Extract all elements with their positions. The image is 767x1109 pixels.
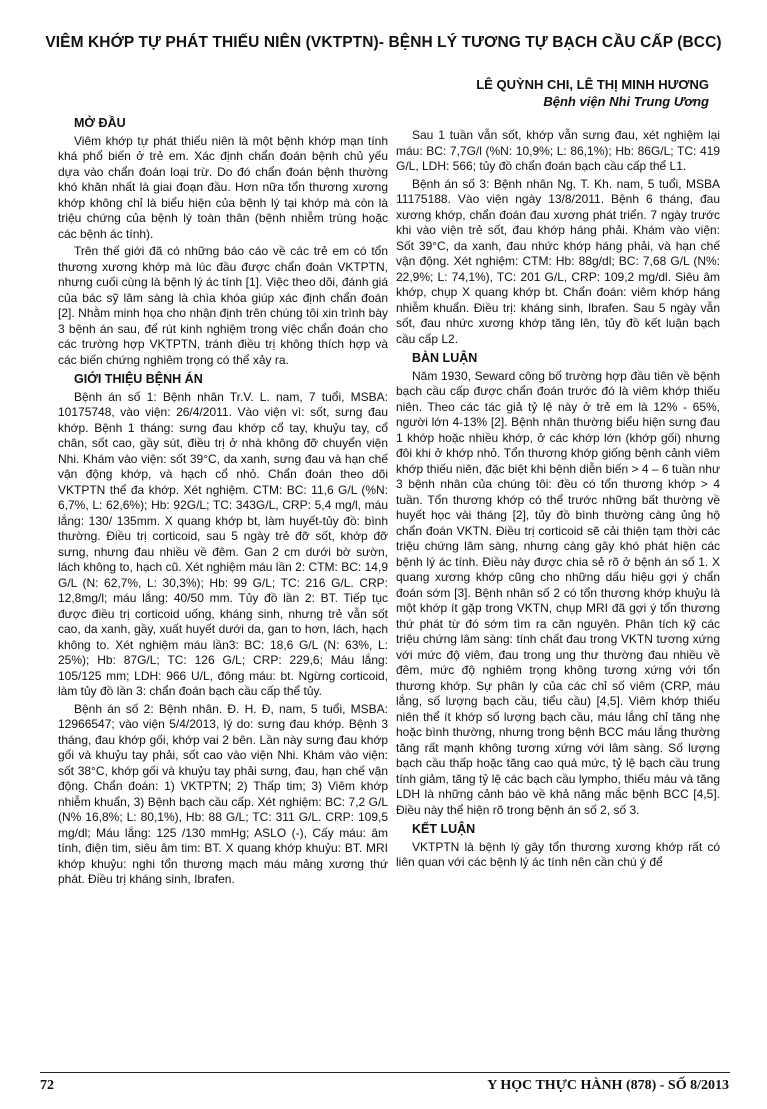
section-heading-conclusion: KẾT LUẬN [412, 822, 476, 836]
paragraph-conclusion: VKTPTN là bệnh lý gây tổn thương xương khớp rất có liên quan với các bệnh lý ác tính nên cần chú ý để [396, 839, 720, 869]
left-column [58, 112, 388, 890]
footer-divider [40, 1072, 730, 1073]
section-heading-intro: MỞ ĐẦU [74, 116, 126, 130]
section-heading-cases: GIỚI THIỆU BỆNH ÁN [74, 372, 203, 386]
page-number: 72 [40, 1078, 54, 1093]
paragraph: Sau 1 tuần vẫn sốt, khớp vẫn sưng đau, xét nghiệm lại máu: BC: 7,7G/l (%N: 10,9%; L: 86,1%); Hb: 86G/L; TC: 419 G/L, LDH: 566; tủy đồ chẩn đoán bạch cầu cấp thể L1. [396, 128, 720, 173]
paragraph-case-3: Bệnh án số 3: Bệnh nhân Ng. T. Kh. nam, 5 tuổi, MSBA 11175188. Vào viện ngày 13/8/2011. Bệnh 6 tháng, đau xương khớp, chẩn đoán đau xương phát triển. 7 ngày trước khi vào viện trẻ sốt, đau khớp háng phải. Khám vào viện: Sốt 39°C, da xanh, đau nhức khớp háng phải, và hạn chế vận động. Xét nghiệm: CTM: Hb: 88g/dl; BC: 7,68 G/L (N%: 22,9%; L: 74,1%), TC: 201 G/L, CRP: 109,2 mg/dl. Siêu âm khớp, chụp X quang khớp bt. Chẩn đoán: viêm khớp háng nhiễm khuẩn. Điều trị: kháng sinh, Ibrafen. Sau 5 ngày vẫn sốt, đau nhức xương khớp tăng lên, tủy đồ kết luận bạch cầu cấp L2. [396, 176, 720, 346]
section-heading-discussion: BÀN LUẬN [412, 351, 478, 365]
author-block [476, 76, 709, 110]
article-title: VIÊM KHỚP TỰ PHÁT THIẾU NIÊN (VKTPTN)- BỆNH LÝ TƯƠNG TỰ BẠCH CẦU CẤP (BCC) [45, 34, 722, 51]
paragraph-case-2: Bệnh án số 2: Bệnh nhân. Đ. H. Đ, nam, 5 tuổi, MSBA: 12966547; vào viện 5/4/2013, lý do: sưng đau khớp. Bệnh 3 tháng, đau khớp gối, khớp vai 2 bên. Lần này sưng đau khớp gối và khuỷu tay phải, sốt cao vào viện Nhi. Khám vào viện: sốt 38°C, khớp gối và khuỷu tay phải sưng, đau, hạn chế vận động. Chẩn đoán: 1) VKTPTN; 2) Thấp tim; 3) Viêm khớp nhiễm khuẩn, 3) Bệnh bạch cầu cấp. Xét nghiệm: BC: 7,2 G/L (N% 16,8%; L: 80,1%), Hb: 88 G/L; TC: 311 G/L. CRP: 109,5 mg/dl; Máu lắng: 125 /130 mmHg; ASLO (-), Cấy máu: âm tính, điện tim, siêu âm tim: BT. X quang khớp khuỷu: BT. MRI khớp khuỷu: nghi tổn thương mạch máu mảng xương thứ phát. Điều trị kháng sinh, Ibrafen. [58, 701, 388, 886]
paragraph-discussion: Năm 1930, Seward công bố trường hợp đầu tiên về bệnh bạch cầu cấp được chẩn đoán trước đó là viêm khớp thiếu niên. Theo các tác giả tỷ lệ này ở trẻ em là 12% - 65%, người lớn 4-13% [2]. Bệnh nhân thường biểu hiện sưng đau 1 khớp hoặc nhiều khớp, ở các khớp lớn (khớp gối) nhưng đôi khi ở khớp nhỏ. Tổn thương khớp giống bệnh cảnh viêm khớp thiếu niên, đặc biệt khi bệnh diễn biến > 4 – 6 tuần như 3 bệnh nhân của chúng tôi: đều có tổn thương khớp > 4 tuần. Tổn thương khớp có thể trước những bất thường về huyết học vài tháng [2], tủy đồ bình thường càng ủng hộ chẩn đoán VKTN. Điều trị corticoid sẽ cải thiện tạm thời các triệu chứng lâm sàng, nhưng càng gây khó phát hiện các bệnh lý ác tính. Điều này được chia sẻ rõ ở bệnh án số 1. X quang xương khớp cũng cho những dấu hiệu gợi ý chẩn đoán sớm [3]. Bệnh nhân số 2 có tổn thương khớp khuỷu là một khớp ít gặp trong VKTN, chụp MRI đã gợi ý tổn thương thứ phát từ đó sớm tìm ra căn nguyên. Phân tích kỹ các triệu chứng lâm sàng: tính chất đau trong VKTN tương xứng với mức độ viêm, đau trong ung thư thường đau nhiều về đêm, mức độ nghiêm trọng không tương xứng với tổn thương khớp. Sự phân ly của các chỉ số viêm (CRP, máu lắng, số lượng bạch cầu, tiểu cầu) [4,5]. Viêm khớp thiếu niên thể ít khớp số lượng bạch cầu, máu lắng chỉ tăng nhẹ hoặc bình thường, nhưng trong bệnh BCC máu lắng thường tăng rất mạnh không tương xứng với lâm sàng. Số lượng bạch cầu thấp hoặc tăng cao quá mức, tỷ lệ bạch cầu trung tính giảm, tăng tỷ lệ các bạch cầu lympho, thiếu máu và tăng LDH là những cảnh báo về khả năng mắc bệnh BCC [4,5]. Điều này thể hiện rõ trong bệnh án số 2, số 3. [396, 368, 720, 817]
paragraph: Trên thế giới đã có những báo cáo về các trẻ em có tổn thương xương khớp mà lúc đầu được chẩn đoán VKTPTN, nhưng cuối cùng là bệnh lý ác tính [1]. Việc theo dõi, đánh giá của bác sỹ lâm sàng là chìa khóa giúp xác định chẩn đoán [2]. Nhằm minh họa cho nhận định trên chúng tôi xin trình bày 3 bệnh án sau, để rút kinh nghiệm trong việc chẩn đoán cho các trường hợp VKTPTN, tránh điều trị không thích hợp và các biến chứng nghiêm trọng có thể xảy ra. [58, 244, 388, 367]
paragraph: Viêm khớp tự phát thiếu niên là một bệnh khớp mạn tính khá phổ biến ở trẻ em. Xác định chẩn đoán bệnh chủ yếu dựa vào chẩn đoán loại trừ. Do đó chẩn đoán bệnh thường khó khăn nhất là giai đoạn đầu. Hơn nữa tổn thương xương khớp không chỉ là biểu hiện của bệnh lý tại khớp mà còn là triệu chứng của bệnh lý toàn thân (bệnh nhiễm trùng hoặc các bệnh ác tính). [58, 133, 388, 241]
authors: LÊ QUỲNH CHI, LÊ THỊ MINH HƯƠNG [476, 77, 709, 92]
paragraph-case-1: Bệnh án số 1: Bệnh nhân Tr.V. L. nam, 7 tuổi, MSBA: 10175748, vào viện: 26/4/2011. Vào viện vì: sốt, sưng đau khớp. Bệnh 1 tháng: sưng đau khớp cổ tay, khuỷu tay, cổ chân, sốt cao, gầy sút, điều trị ở nhà không đỡ chuyển viện Nhi. Khám vào viện: sốt 39°C, da xanh, sưng đau và hạn chế vận động khớp, và hạch cổ nhỏ. Chẩn đoán theo dõi VKTPTN thể đa khớp. Xét nghiệm. CTM: BC: 11,6 G/L (%N: 6,7%, L: 62,6%); Hb: 92G/L; TC: 343G/L, CRP: 5,4 mg/l, máu lắng: 130/ 135mm. X quang khớp bt, làm huyết-tủy đồ: bình thường. Điều trị corticoid, sau 5 ngày trẻ đỡ sốt, khớp đỡ sưng, nhưng đau nhiều về đêm. Gan 2 cm dưới bờ sườn, lách không to, hạch cũ. Xét nghiệm máu lần 2: CTM: BC: 14,9 G/L (N: 62,7%, L: 30,3%); Hb: 99 G/L; TC: 216 G/L. CRP: 12,8mg/l; máu lắng: 40/50 mm. Tủy đồ lần 2: BT. Tiếp tục được điều trị corticoid uống, kháng sinh, nhưng trẻ vẫn sốt cao, da xanh, gầy, xuất huyết dưới da, gan to hơn, lách, hạch không to. Xét nghiệm máu lần3: BC: 18,6 G/L (N: 63%, L: 25%); Hb: 87G/L; TC: 126 G/L; CRP: 229,6; Máu lắng: 105/125 mm; LDH: 966 U/L, đông máu: bt. Ngừng corticoid, làm tủy đồ lần 3: chẩn đoán bạch cầu cấp thể tủy. [58, 389, 388, 698]
affiliation: Bệnh viện Nhi Trung Ương [543, 94, 709, 109]
journal-issue: Y HỌC THỰC HÀNH (878) - SỐ 8/2013 [487, 1078, 729, 1093]
right-column [396, 128, 720, 873]
